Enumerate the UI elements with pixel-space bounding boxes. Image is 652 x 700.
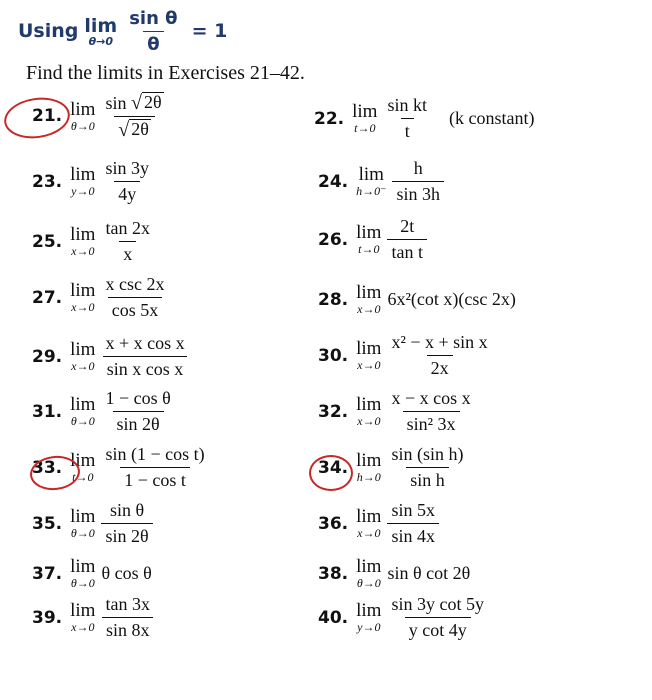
exercise-number: 33. bbox=[32, 457, 63, 478]
lim-word: lim bbox=[70, 394, 96, 415]
fraction bbox=[101, 500, 152, 547]
denominator: t bbox=[401, 118, 414, 142]
exercise-27 bbox=[32, 274, 168, 321]
lim-subscript: h→0⁻ bbox=[356, 184, 387, 198]
annotation-circle-34 bbox=[309, 455, 353, 491]
lim-subscript: t→0 bbox=[354, 121, 376, 135]
exercise-39 bbox=[32, 594, 154, 641]
numerator: sin θ bbox=[109, 500, 145, 520]
lim-word: lim bbox=[356, 394, 382, 415]
lim-subscript: t→0 bbox=[72, 470, 94, 484]
lim-subscript: x→0 bbox=[357, 358, 381, 372]
fraction bbox=[383, 95, 431, 142]
lim-subscript: x→0 bbox=[71, 359, 95, 373]
exercise-31 bbox=[32, 388, 175, 435]
exercise-number: 25. bbox=[32, 231, 63, 252]
denominator: sin 2θ bbox=[101, 523, 152, 547]
limit-operator bbox=[70, 280, 95, 315]
numerator: x + x cos x bbox=[105, 333, 185, 353]
header-lim-word: lim bbox=[84, 14, 118, 37]
denominator: sin² 3x bbox=[403, 411, 460, 435]
denominator bbox=[114, 116, 155, 141]
exercise-number: 27. bbox=[32, 287, 63, 308]
exercise-29 bbox=[32, 333, 189, 380]
exercise-22 bbox=[314, 95, 534, 142]
exercise-25 bbox=[32, 218, 154, 265]
lim-subscript: x→0 bbox=[357, 414, 381, 428]
lim-subscript: θ→0 bbox=[70, 576, 95, 590]
denominator: sin 2θ bbox=[113, 411, 164, 435]
lim-subscript: θ→0 bbox=[70, 118, 95, 133]
formula-header bbox=[18, 6, 227, 56]
exercise-number: 35. bbox=[32, 513, 63, 534]
fraction bbox=[101, 92, 167, 141]
lim-word: lim bbox=[70, 450, 96, 471]
header-equals: = 1 bbox=[191, 20, 228, 42]
lim-word: lim bbox=[356, 600, 382, 621]
exercise-24 bbox=[318, 158, 444, 205]
lim-word: lim bbox=[356, 222, 382, 243]
fraction bbox=[387, 444, 467, 491]
exercise-number: 31. bbox=[32, 401, 63, 422]
exercise-number: 38. bbox=[318, 563, 349, 584]
fraction bbox=[101, 594, 154, 641]
numerator: tan 2x bbox=[105, 218, 150, 238]
denominator: sin 4x bbox=[387, 523, 439, 547]
lim-word: lim bbox=[356, 556, 382, 577]
header-using: Using bbox=[18, 20, 79, 42]
instruction-text: Find the limits in Exercises 21–42. bbox=[26, 62, 305, 84]
fraction bbox=[387, 216, 427, 263]
lim-subscript: h→0 bbox=[356, 470, 381, 484]
limit-operator bbox=[356, 164, 386, 199]
numerator: x² − x + sin x bbox=[391, 332, 488, 352]
fraction bbox=[101, 158, 153, 205]
lim-word: lim bbox=[356, 506, 382, 527]
limit-operator bbox=[70, 556, 95, 591]
limit-operator bbox=[356, 556, 381, 591]
numerator: sin kt bbox=[387, 95, 427, 115]
exercise-30 bbox=[318, 332, 492, 379]
lim-word: lim bbox=[352, 101, 378, 122]
fraction bbox=[101, 274, 168, 321]
denominator: sin h bbox=[406, 467, 449, 491]
lim-subscript: x→0 bbox=[357, 302, 381, 316]
exercise-number: 22. bbox=[314, 108, 345, 129]
denominator: 1 − cos t bbox=[120, 467, 190, 491]
sqrt-symbol: √ 2θ bbox=[130, 91, 162, 114]
fraction bbox=[101, 333, 188, 380]
lim-subscript: θ→0 bbox=[70, 526, 95, 540]
exercise-number: 39. bbox=[32, 607, 63, 628]
denominator: sin 3h bbox=[392, 181, 444, 205]
denominator: sin x cos x bbox=[103, 356, 188, 380]
exercise-number: 37. bbox=[32, 563, 63, 584]
exercise-number: 21. bbox=[32, 106, 63, 127]
lim-word: lim bbox=[356, 450, 382, 471]
denominator: 2x bbox=[427, 355, 453, 379]
lim-word: lim bbox=[70, 556, 96, 577]
denominator: cos 5x bbox=[108, 297, 163, 321]
fraction bbox=[387, 332, 491, 379]
numerator: sin (1 − cos t) bbox=[105, 444, 205, 464]
fraction bbox=[392, 158, 444, 205]
header-fraction bbox=[125, 8, 181, 55]
denominator: 4y bbox=[114, 181, 140, 205]
header-lim bbox=[84, 15, 117, 48]
denominator: sin 8x bbox=[102, 617, 154, 641]
limit-operator bbox=[356, 600, 381, 635]
exercise-number: 26. bbox=[318, 229, 349, 250]
fraction bbox=[387, 500, 439, 547]
numerator: x − x cos x bbox=[391, 388, 471, 408]
exercise-note: (k constant) bbox=[448, 108, 535, 128]
expression: sin θ cot 2θ bbox=[387, 563, 471, 583]
lim-subscript: x→0 bbox=[357, 526, 381, 540]
sqrt-symbol: √ 2θ bbox=[118, 118, 149, 141]
limit-operator bbox=[356, 506, 381, 541]
lim-subscript: x→0 bbox=[71, 620, 95, 634]
fraction bbox=[101, 444, 208, 491]
fraction bbox=[387, 594, 488, 641]
limit-operator bbox=[356, 222, 381, 257]
limit-operator bbox=[356, 450, 381, 485]
header-lim-sub: θ→0 bbox=[88, 34, 114, 48]
limit-operator bbox=[70, 99, 95, 134]
exercise-number: 24. bbox=[318, 171, 349, 192]
limit-operator bbox=[356, 338, 381, 373]
lim-subscript: θ→0 bbox=[70, 414, 95, 428]
lim-word: lim bbox=[70, 98, 96, 120]
numerator: sin 3y bbox=[105, 158, 149, 178]
lim-word: lim bbox=[70, 600, 96, 621]
exercise-36 bbox=[318, 500, 439, 547]
numerator: 2t bbox=[400, 216, 415, 236]
limit-operator bbox=[70, 339, 95, 374]
limit-operator bbox=[70, 506, 95, 541]
limit-operator bbox=[70, 224, 95, 259]
fraction bbox=[101, 388, 174, 435]
lim-word: lim bbox=[358, 164, 384, 185]
header-denominator: θ bbox=[143, 31, 163, 55]
lim-subscript: θ→0 bbox=[356, 576, 381, 590]
numerator-text: sin bbox=[105, 92, 127, 113]
limit-operator bbox=[70, 600, 95, 635]
limit-operator bbox=[352, 101, 377, 136]
lim-word: lim bbox=[70, 164, 96, 185]
lim-word: lim bbox=[70, 224, 96, 245]
exercise-number: 29. bbox=[32, 346, 63, 367]
expression: 6x²(cot x)(csc 2x) bbox=[387, 289, 516, 309]
exercise-26 bbox=[318, 216, 427, 263]
exercise-number: 30. bbox=[318, 345, 349, 366]
lim-subscript: y→0 bbox=[357, 620, 381, 634]
lim-word: lim bbox=[70, 339, 96, 360]
lim-subscript: y→0 bbox=[71, 184, 95, 198]
exercise-number: 28. bbox=[318, 289, 349, 310]
numerator: sin (sin h) bbox=[391, 444, 464, 464]
exercise-number: 34. bbox=[318, 457, 349, 478]
limit-operator bbox=[356, 394, 381, 429]
fraction bbox=[387, 388, 474, 435]
header-numerator: sin θ bbox=[129, 7, 178, 29]
numerator: h bbox=[413, 158, 423, 178]
exercise-23 bbox=[32, 158, 153, 205]
expression: θ cos θ bbox=[101, 563, 152, 583]
denominator: y cot 4y bbox=[405, 617, 471, 641]
numerator bbox=[101, 92, 167, 116]
radicand: 2θ bbox=[143, 92, 162, 112]
exercise-28 bbox=[318, 282, 516, 317]
fraction bbox=[101, 218, 154, 265]
lim-subscript: x→0 bbox=[71, 244, 95, 258]
numerator: sin 3y cot 5y bbox=[391, 594, 484, 614]
exercise-number: 23. bbox=[32, 171, 63, 192]
lim-word: lim bbox=[356, 282, 382, 303]
lim-word: lim bbox=[70, 280, 96, 301]
numerator: tan 3x bbox=[105, 594, 150, 614]
numerator: x csc 2x bbox=[105, 274, 165, 294]
numerator: sin 5x bbox=[391, 500, 435, 520]
exercise-35 bbox=[32, 500, 153, 547]
lim-word: lim bbox=[356, 338, 382, 359]
exercise-40 bbox=[318, 594, 488, 641]
exercise-number: 40. bbox=[318, 607, 349, 628]
denominator: x bbox=[119, 241, 136, 265]
exercise-37 bbox=[32, 556, 152, 591]
lim-subscript: x→0 bbox=[71, 300, 95, 314]
denominator: tan t bbox=[387, 239, 427, 263]
exercise-32 bbox=[318, 388, 475, 435]
limit-operator bbox=[356, 282, 381, 317]
exercise-number: 36. bbox=[318, 513, 349, 534]
lim-subscript: t→0 bbox=[358, 242, 380, 256]
lim-word: lim bbox=[70, 506, 96, 527]
numerator: 1 − cos θ bbox=[105, 388, 171, 408]
limit-operator bbox=[70, 394, 95, 429]
radicand: 2θ bbox=[131, 118, 149, 139]
exercise-38 bbox=[318, 556, 470, 591]
limit-operator bbox=[70, 164, 95, 199]
exercise-number: 32. bbox=[318, 401, 349, 422]
